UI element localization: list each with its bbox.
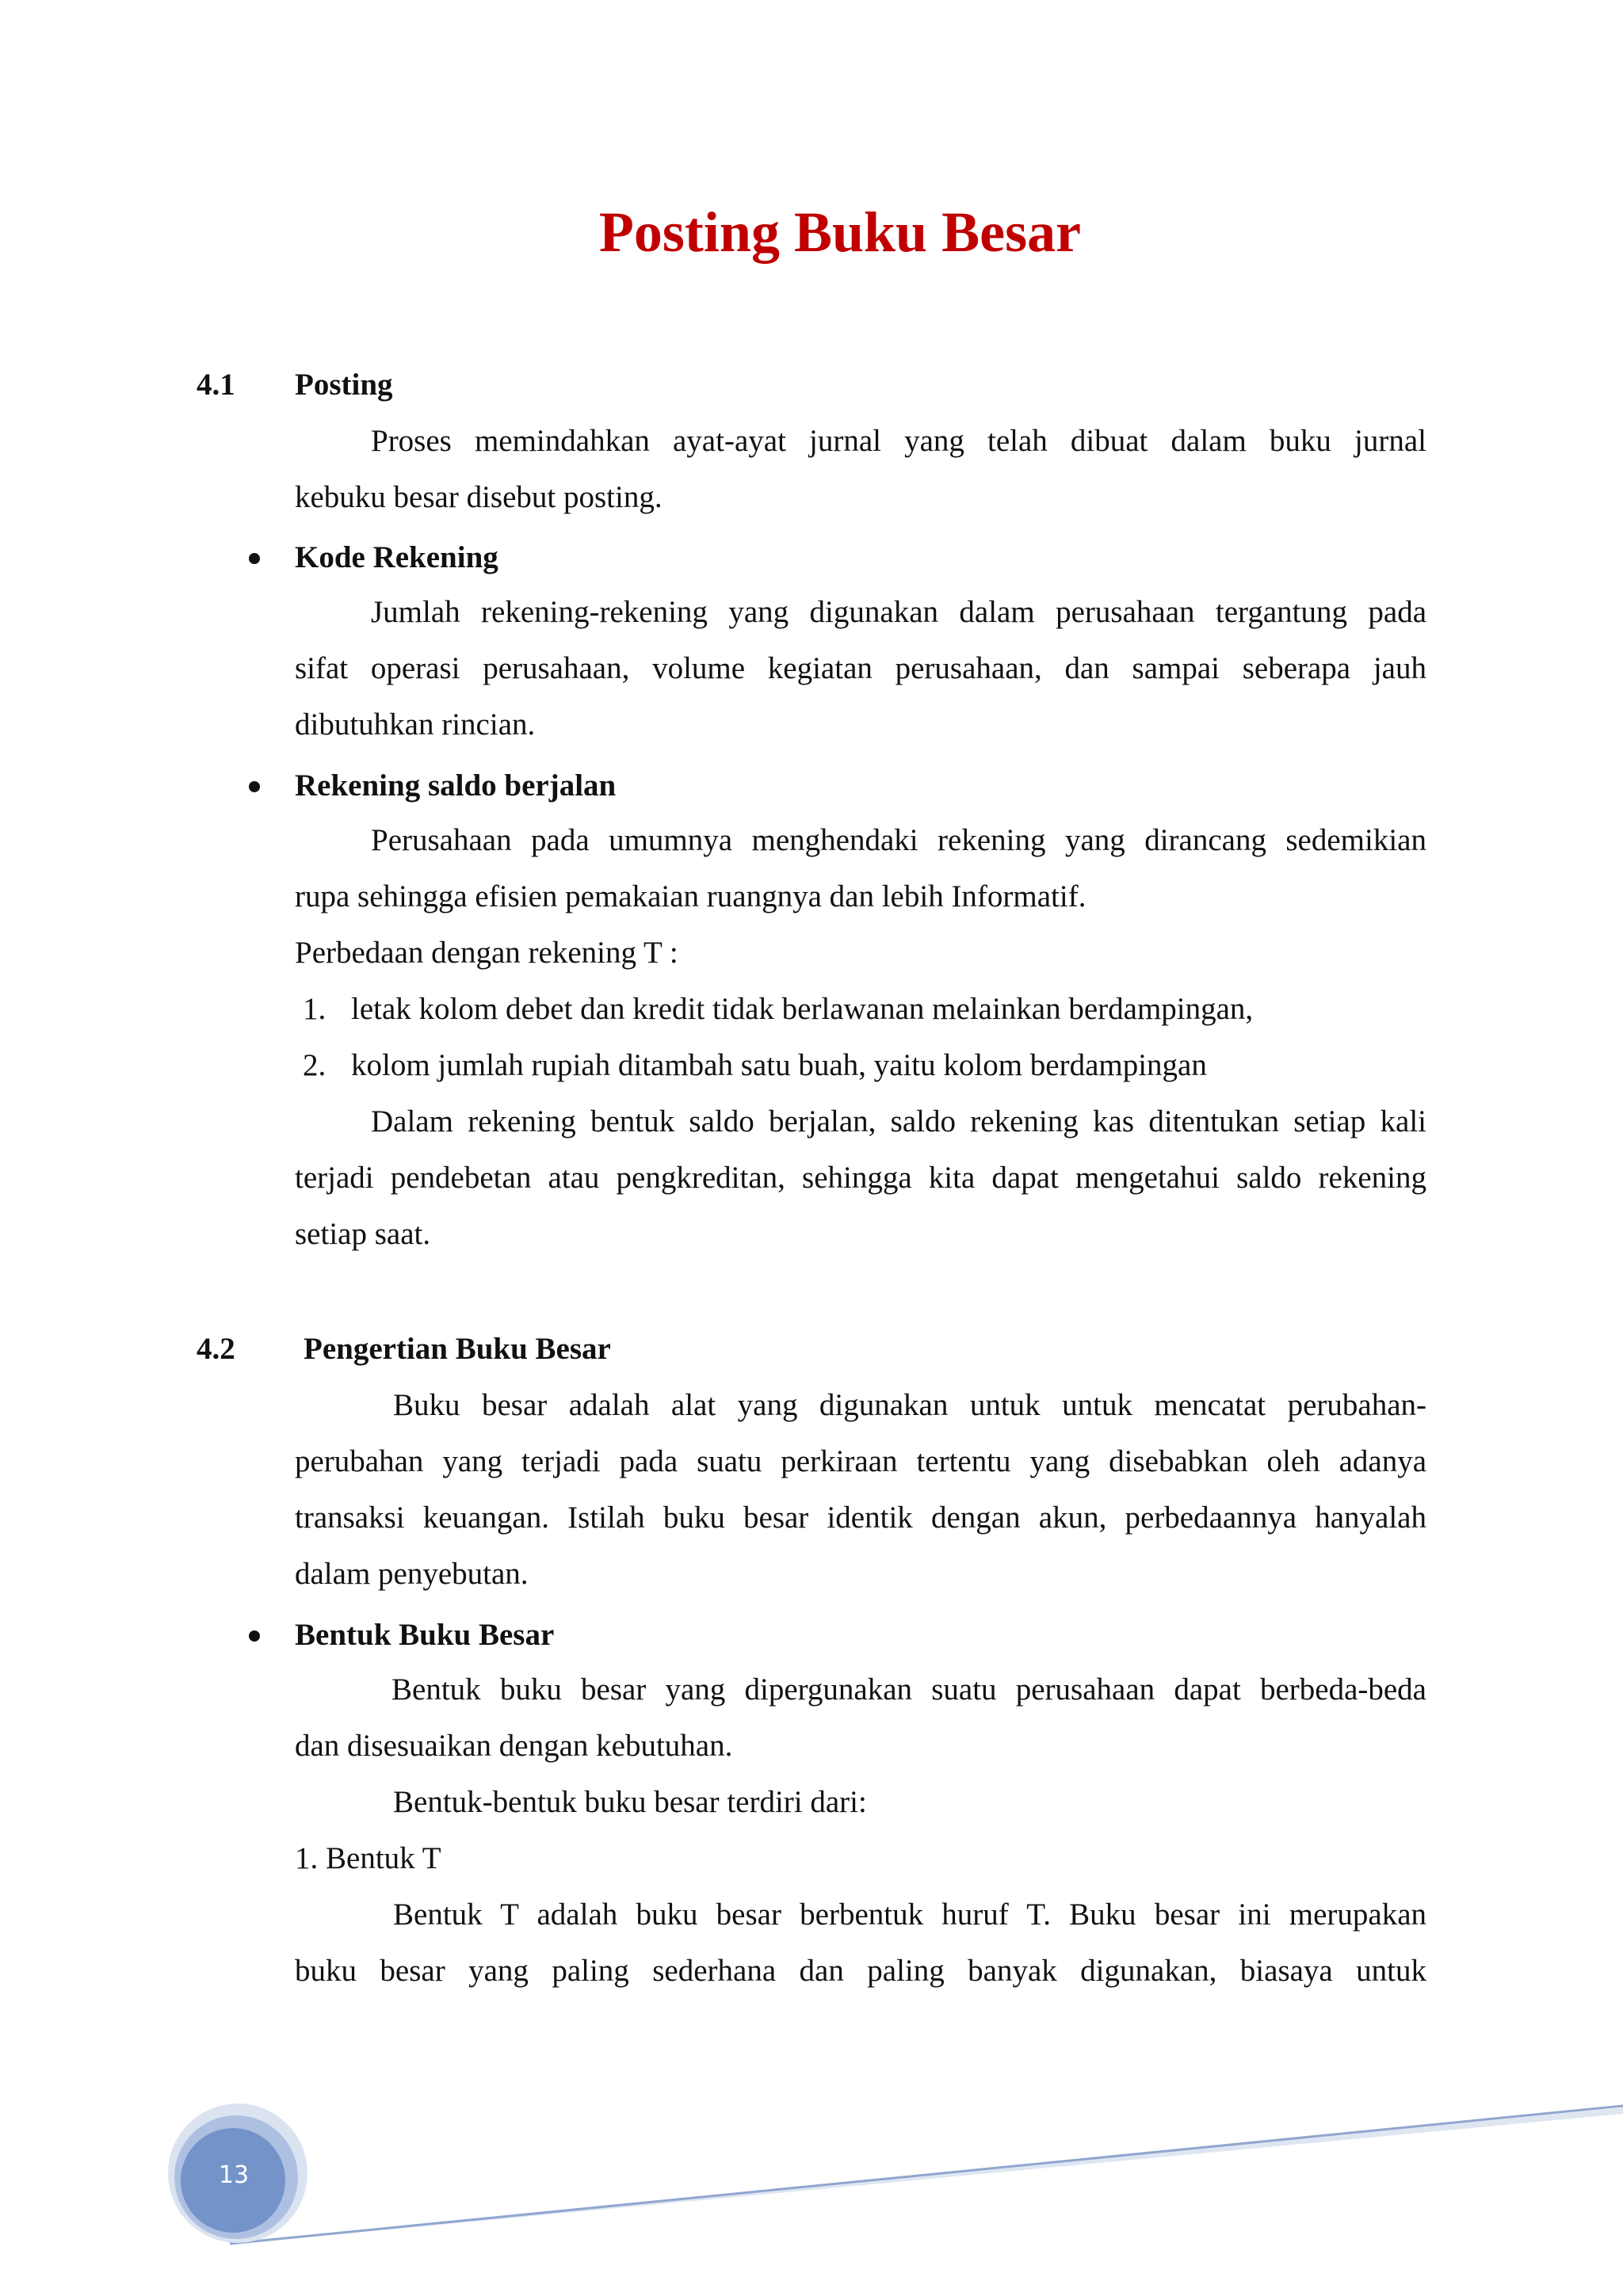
paragraph-line: Bentuk buku besar yang dipergunakan suatu perusahaan dapat berbeda-beda <box>391 1672 1426 1707</box>
paragraph-line: rupa sehingga efisien pemakaian ruangnya dan lebih Informatif. <box>295 879 1086 913</box>
footer-line <box>230 2106 1623 2244</box>
list-item: kolom jumlah rupiah ditambah satu buah, yaitu kolom berdampingan <box>351 1048 1207 1082</box>
subheading-rekening-saldo-berjalan: Rekening saldo berjalan <box>295 769 617 803</box>
section-number-4-1: 4.1 <box>197 368 235 402</box>
perbedaan-label: Perbedaan dengan rekening T : <box>295 936 678 970</box>
paragraph-line: Jumlah rekening-rekening yang digunakan dalam perusahaan tergantung pada <box>371 595 1426 629</box>
subheading-bentuk-buku-besar: Bentuk Buku Besar <box>295 1618 555 1652</box>
paragraph-line: Dalam rekening bentuk saldo berjalan, saldo rekening kas ditentukan setiap kali <box>371 1104 1426 1138</box>
paragraph-line: Buku besar adalah alat yang digunakan untuk untuk mencatat perubahan- <box>393 1388 1426 1422</box>
section-number-4-2: 4.2 <box>197 1332 235 1366</box>
paragraph-line: kebuku besar disebut posting. <box>295 480 663 514</box>
list-item: letak kolom debet dan kredit tidak berlawanan melainkan berdampingan, <box>351 992 1254 1026</box>
paragraph-line: Perusahaan pada umumnya menghendaki rekening yang dirancang sedemikian <box>371 823 1426 857</box>
list-number: 1. <box>303 992 327 1026</box>
subheading-kode-rekening: Kode Rekening <box>295 540 498 574</box>
bullet-icon <box>249 1630 260 1642</box>
paragraph-line: dalam penyebutan. <box>295 1557 529 1591</box>
paragraph-line: Proses memindahkan ayat-ayat jurnal yang telah dibuat dalam buku jurnal <box>371 424 1426 458</box>
paragraph-line: dibutuhkan rincian. <box>295 707 536 742</box>
paragraph-line: dan disesuaikan dengan kebutuhan. <box>295 1729 733 1763</box>
page-title: Posting Buku Besar <box>598 200 1082 264</box>
list-number: 2. <box>303 1048 327 1082</box>
paragraph-line: sifat operasi perusahaan, volume kegiatan perusahaan, dan sampai seberapa jauh <box>295 651 1426 685</box>
paragraph-line: Bentuk T adalah buku besar berbentuk huruf T. Buku besar ini merupakan <box>393 1897 1426 1932</box>
paragraph-line: terjadi pendebetan atau pengkreditan, sehingga kita dapat mengetahui saldo rekening <box>295 1161 1426 1195</box>
section-heading-pengertian-buku-besar: Pengertian Buku Besar <box>304 1332 611 1366</box>
bentuk-terdiri-label: Bentuk-bentuk buku besar terdiri dari: <box>393 1785 867 1819</box>
paragraph-line: perubahan yang terjadi pada suatu perkiraan tertentu yang disebabkan oleh adanya <box>295 1444 1426 1478</box>
list-item-bentuk-t: 1. Bentuk T <box>295 1841 441 1875</box>
section-heading-posting: Posting <box>295 368 393 402</box>
paragraph-line: transaksi keuangan. Istilah buku besar identik dengan akun, perbedaannya hanyalah <box>295 1501 1426 1535</box>
paragraph-line: setiap saat. <box>295 1217 431 1251</box>
paragraph-line: buku besar yang paling sederhana dan paling banyak digunakan, biasaya untuk <box>295 1954 1426 1988</box>
bullet-icon <box>249 781 260 792</box>
page-number: 13 <box>218 2161 250 2189</box>
bullet-icon <box>249 553 260 564</box>
